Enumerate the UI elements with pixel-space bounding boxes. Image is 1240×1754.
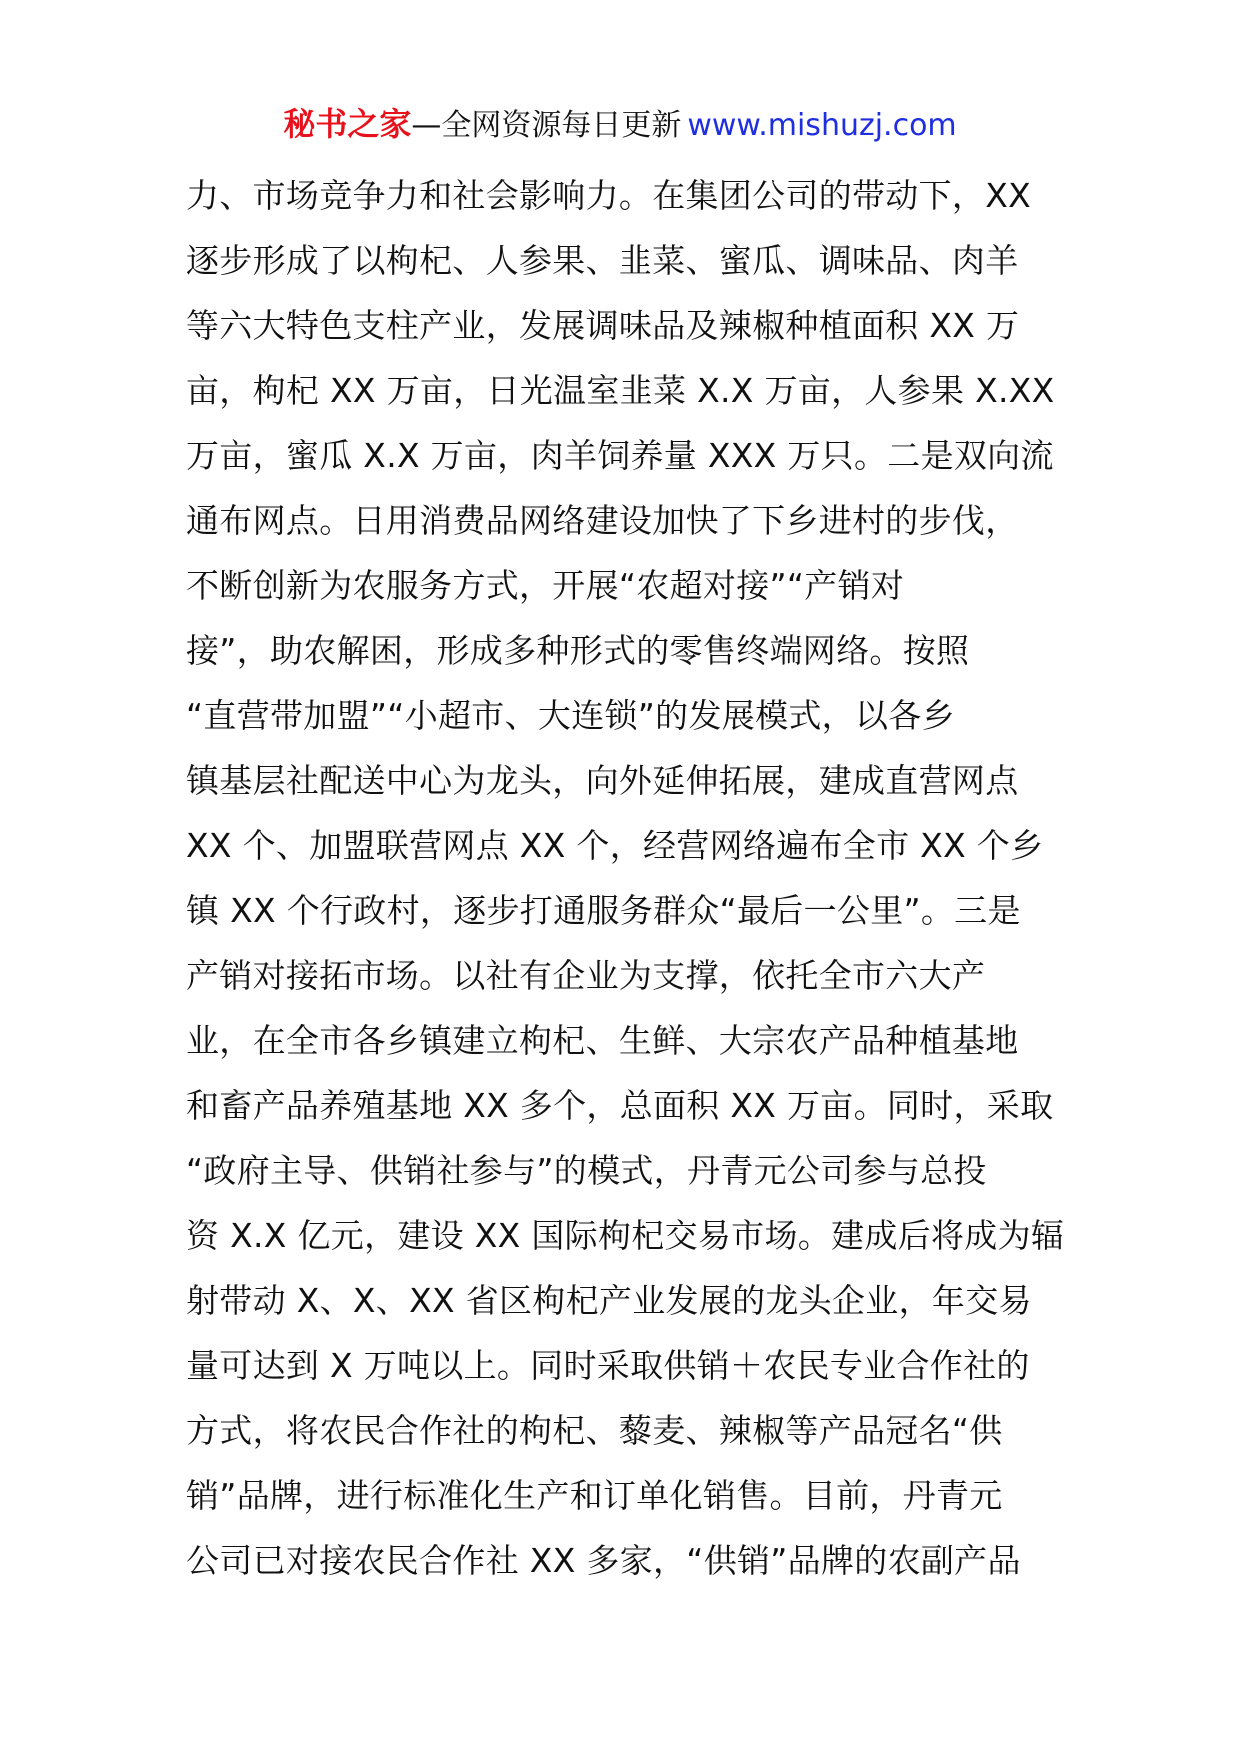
text-line: 产销对接拓市场。以社有企业为支撑，依托全市六大产: [186, 956, 986, 995]
text-line: 亩，枸杞 XX 万亩，日光温室韭菜 X.X 万亩，人参果 X.XX: [186, 371, 1055, 410]
text-line: XX 个、加盟联营网点 XX 个，经营网络遍布全市 XX 个乡: [186, 826, 1044, 865]
text-line: 资 X.X 亿元，建设 XX 国际枸杞交易市场。建成后将成为辐: [186, 1216, 1065, 1255]
text-line: 镇 XX 个行政村，逐步打通服务群众“最后一公里”。三是: [186, 891, 1021, 930]
text-line: 销”品牌，进行标准化生产和订单化销售。目前，丹青元: [186, 1476, 1003, 1515]
text-line: “直营带加盟”“小超市、大连锁”的发展模式，以各乡: [186, 696, 955, 735]
text-line: 万亩，蜜瓜 X.X 万亩，肉羊饲养量 XXX 万只。二是双向流: [186, 436, 1054, 475]
text-line: 量可达到 X 万吨以上。同时采取供销＋农民专业合作社的: [186, 1346, 1030, 1385]
text-line: 射带动 X、X、XX 省区枸杞产业发展的龙头企业，年交易: [186, 1281, 1032, 1320]
document-body: [186, 163, 1066, 1593]
text-line: “政府主导、供销社参与”的模式，丹青元公司参与总投: [186, 1151, 987, 1190]
text-line: 方式，将农民合作社的枸杞、藜麦、辣椒等产品冠名“供: [186, 1411, 1003, 1450]
text-line: 业，在全市各乡镇建立枸杞、生鲜、大宗农产品种植基地: [186, 1021, 1019, 1060]
text-line: 逐步形成了以枸杞、人参果、韭菜、蜜瓜、调味品、肉羊: [186, 241, 1019, 280]
site-tagline: —全网资源每日更新: [411, 108, 682, 143]
text-line: 和畜产品养殖基地 XX 多个，总面积 XX 万亩。同时，采取: [186, 1086, 1054, 1125]
page-header: [0, 100, 1240, 150]
site-brand: 秘书之家: [283, 105, 412, 143]
text-line: 不断创新为农服务方式，开展“农超对接”“产销对: [186, 566, 905, 605]
text-line: 镇基层社配送中心为龙头，向外延伸拓展，建成直营网点: [186, 761, 1019, 800]
site-url-link[interactable]: www.mishuzj.com: [687, 108, 957, 143]
text-line: 公司已对接农民合作社 XX 多家，“供销”品牌的农副产品: [186, 1541, 1021, 1580]
text-line: 等六大特色支柱产业，发展调味品及辣椒种植面积 XX 万: [186, 306, 1020, 345]
text-line: 接”，助农解困，形成多种形式的零售终端网络。按照: [186, 631, 970, 670]
text-line: 力、市场竞争力和社会影响力。在集团公司的带动下，XX: [186, 176, 1032, 215]
text-line: 通布网点。日用消费品网络建设加快了下乡进村的步伐，: [186, 501, 1019, 540]
